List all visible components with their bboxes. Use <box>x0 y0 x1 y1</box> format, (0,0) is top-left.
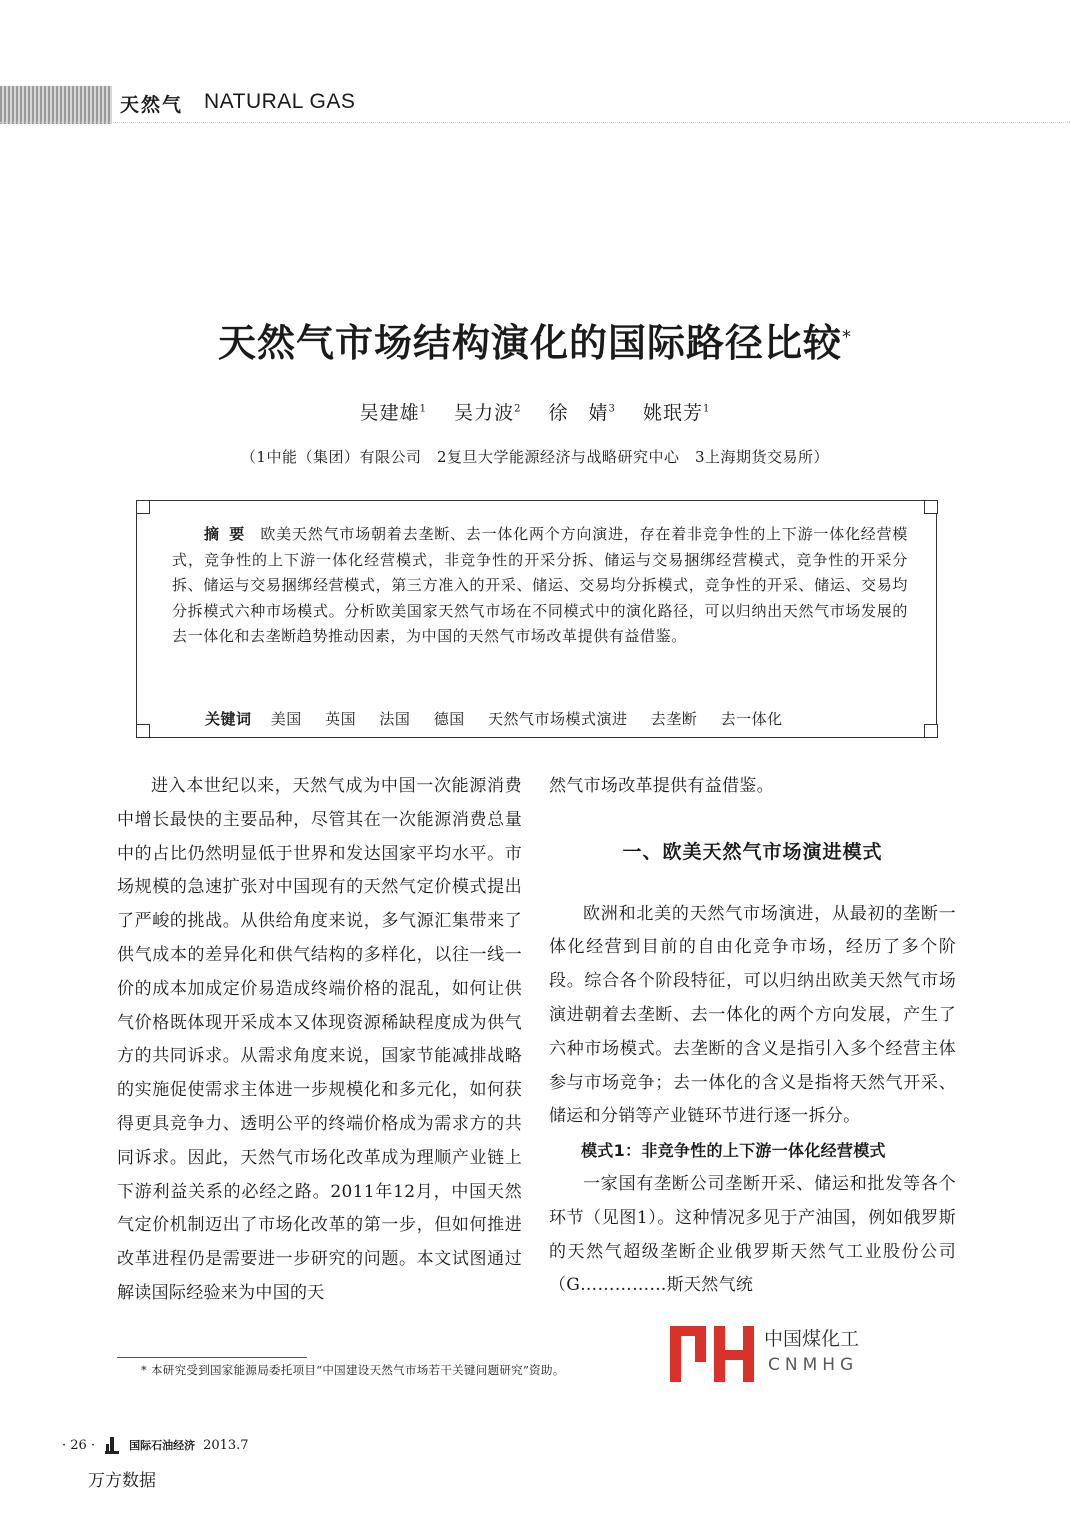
author: 吴建雄$^1$ <box>359 402 428 424</box>
journal-name: 国际石油经济 <box>129 1439 196 1452</box>
abstract-box-left-border <box>136 514 137 736</box>
mode-paragraph: 一家国有垄断公司垄断开采、储运和批发等各个环节（见图1）。这种情况多见于产油国，例如俄罗斯的天然气超级垄断企业俄罗斯天然气工业股份公司（G……………斯天然气统 <box>549 1173 956 1296</box>
abstract-box-corner <box>136 724 150 738</box>
header-section-en: NATURAL GAS <box>204 90 356 113</box>
title-footnote-mark: * <box>842 326 852 348</box>
intro-paragraph-continued: 然气市场改革提供有益借鉴。 <box>549 776 774 796</box>
keyword: 去一体化 <box>720 710 783 728</box>
affiliations: （1中能（集团）有限公司 2复旦大学能源经济与战略研究中心 3上海期货交易所） <box>240 448 830 466</box>
abstract-box-corner <box>136 500 150 514</box>
body-column-left <box>117 770 522 1311</box>
author: 吴力波$^2$ <box>454 402 522 424</box>
watermark-en-text: CNMHG <box>768 1355 859 1375</box>
footnote: * 本研究受到国家能源局委托项目“中国建设天然气市场若干关键问题研究”资助。 <box>141 1363 565 1377</box>
header-section-cn: 天然气 <box>120 94 184 116</box>
author: 徐 婧$^3$ <box>548 402 616 424</box>
abstract-box-right-border <box>936 514 937 736</box>
intro-paragraph: 进入本世纪以来，天然气成为中国一次能源消费中增长最快的主要品种，尽管其在一次能源消费总量中的占比仍然明显低于世界和发达国家平均水平。市场规模的急速扩张对中国现有的天然气定价模式提出了严峻的挑战。从供给角度来说，多气源汇集带来了供气成本的差异化和供气结构的多样化，以往一线一价的成本加成定价易造成终端价格的混乱，如何让供气价格既体现开采成本又体现资源稀缺程度成为供气方的共同诉求。从需求角度来说，国家节能减排战略的实施促使需求主体进一步规模化和多元化，如何获得更具竞争力、透明公平的终端价格成为需求方的共同诉求。因此，天然气市场化改革成为理顺产业链上下游利益关系的必经之路。2011年12月，中国天然气定价机制迈出了市场化改革的第一步，但如何推进改革进程仍是需要进一步研究的问题。本文试图通过解读国际经验来为中国的天 <box>117 776 522 1303</box>
keywords <box>205 708 801 729</box>
abstract-label: 摘要 <box>204 525 255 543</box>
header-dotted-rule <box>0 122 1070 123</box>
keyword: 法国 <box>379 710 411 728</box>
section-heading: 一、欧美天然气市场演进模式 <box>622 840 883 863</box>
keyword: 去垄断 <box>650 710 698 728</box>
issue-date: 2013.7 <box>203 1437 249 1453</box>
watermark-cn-text: 中国煤化工 <box>764 1328 860 1350</box>
keyword: 英国 <box>325 710 357 728</box>
abstract-box-corner <box>924 724 938 738</box>
keywords-label: 关键词 <box>205 710 252 728</box>
abstract <box>172 522 908 650</box>
journal-logo-icon <box>103 1436 121 1454</box>
watermark-logo-icon <box>668 1320 758 1384</box>
title-text: 天然气市场结构演化的国际路径比较 <box>217 321 842 365</box>
section-paragraph: 欧洲和北美的天然气市场演进，从最初的垄断一体化经营到目前的自由化竞争市场，经历了多个阶段。综合各个阶段特征，可以归纳出欧美天然气市场演进朝着去垄断、去一体化的两个方向发展，产生了六种市场模式。去垄断的含义是指引入多个经营主体参与市场竞争；去一体化的含义是指将天然气开采、储运和分销等产业链环节进行逐一拆分。 <box>549 903 956 1127</box>
source-label: 万方数据 <box>88 1471 156 1491</box>
keyword: 德国 <box>433 710 465 728</box>
header-gray-band <box>0 86 112 124</box>
mode-heading: 模式1：非竞争性的上下游一体化经营模式 <box>581 1141 886 1161</box>
article-title <box>0 312 1070 367</box>
page-footer <box>62 1436 249 1454</box>
keyword: 天然气市场模式演进 <box>487 710 628 728</box>
author-list <box>0 398 1070 425</box>
footnote-rule <box>117 1357 307 1358</box>
abstract-box-corner <box>924 500 938 514</box>
author: 姚珉芳$^1$ <box>642 402 711 424</box>
body-column-right <box>549 770 956 1303</box>
page-number: · 26 · <box>62 1437 96 1453</box>
abstract-body: 欧美天然气市场朝着去垄断、去一体化两个方向演进，存在着非竞争性的上下游一体化经营模式，竞争性的上下游一体化经营模式，非竞争性的开采分拆、储运与交易捆绑经营模式，竞争性的开采分拆、储运与交易捆绑经营模式，第三方准入的开采、储运、交易均分拆模式，竞争性的开采、储运、交易均分拆模式六种市场模式。分析欧美国家天然气市场在不同模式中的演化路径，可以归纳出天然气市场发展的去一体化和去垄断趋势推动因素，为中国的天然气市场改革提供有益借鉴。 <box>172 525 908 645</box>
keyword: 美国 <box>270 710 302 728</box>
